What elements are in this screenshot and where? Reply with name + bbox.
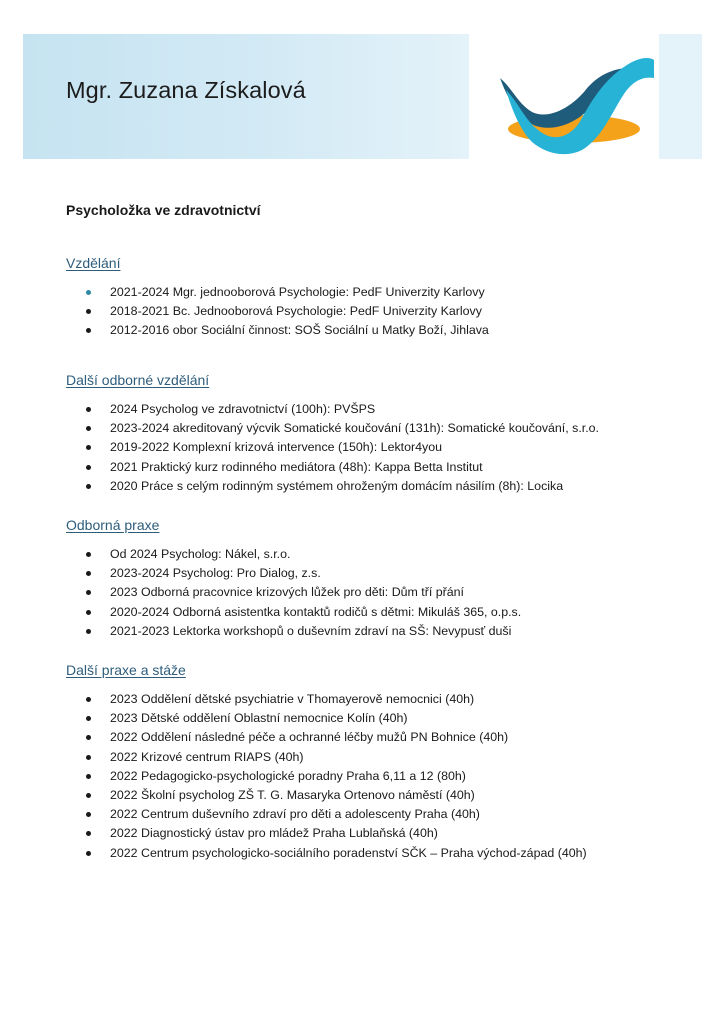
bullet-icon <box>86 793 91 798</box>
bullet-icon <box>86 426 91 431</box>
list-item: 2022 Školní psycholog ZŠ T. G. Masaryka Ortenovo náměstí (40h) <box>66 786 706 805</box>
section-heading: Další praxe a stáže <box>66 662 186 678</box>
list-item: 2012-2016 obor Sociální činnost: SOŠ Sociální u Matky Boží, Jihlava <box>66 321 706 340</box>
section-heading: Další odborné vzdělání <box>66 372 210 388</box>
section-further-education <box>66 372 706 496</box>
list-item: 2023 Dětské oddělení Oblastní nemocnice Kolín (40h) <box>66 709 706 728</box>
list-item: 2021-2023 Lektorka workshopů o duševním zdraví na SŠ: Nevypusť duši <box>66 622 706 641</box>
bullet-icon <box>86 290 91 295</box>
education-list <box>66 283 706 341</box>
list-item: Od 2024 Psycholog: Nákel, s.r.o. <box>66 545 706 564</box>
list-item: 2022 Oddělení následné péče a ochranné léčby mužů PN Bohnice (40h) <box>66 728 706 747</box>
list-item: 2023-2024 akreditovaný výcvik Somatické koučování (131h): Somatické koučování, s.r.o. <box>66 419 706 438</box>
list-item: 2021 Praktický kurz rodinného mediátora (48h): Kappa Betta Institut <box>66 458 706 477</box>
bullet-icon <box>86 831 91 836</box>
section-heading: Vzdělání <box>66 255 121 271</box>
list-item: 2023 Odborná pracovnice krizových lůžek pro děti: Dům tří přání <box>66 583 706 602</box>
bullet-icon <box>86 735 91 740</box>
list-item: 2023 Oddělení dětské psychiatrie v Thomayerově nemocnici (40h) <box>66 690 706 709</box>
list-item: 2022 Centrum duševního zdraví pro děti a adolescenty Praha (40h) <box>66 805 706 824</box>
bullet-icon <box>86 328 91 333</box>
bullet-icon <box>86 610 91 615</box>
list-item: 2023-2024 Psycholog: Pro Dialog, z.s. <box>66 564 706 583</box>
list-item: 2022 Krizové centrum RIAPS (40h) <box>66 748 706 767</box>
section-other-practice <box>66 662 706 863</box>
job-title: Psycholožka ve zdravotnictví <box>66 202 261 218</box>
list-item: 2019-2022 Komplexní krizová intervence (150h): Lektor4you <box>66 438 706 457</box>
bullet-icon <box>86 851 91 856</box>
further-education-list <box>66 400 706 496</box>
list-item: 2020-2024 Odborná asistentka kontaktů rodičů s dětmi: Mikuláš 365, o.p.s. <box>66 603 706 622</box>
bullet-icon <box>86 812 91 817</box>
bullet-icon <box>86 571 91 576</box>
bullet-icon <box>86 716 91 721</box>
list-item: 2022 Pedagogicko-psychologické poradny Praha 6,11 a 12 (80h) <box>66 767 706 786</box>
list-item: 2020 Práce s celým rodinným systémem ohroženým domácím násilím (8h): Locika <box>66 477 706 496</box>
bullet-icon <box>86 309 91 314</box>
bullet-icon <box>86 465 91 470</box>
bullet-icon <box>86 774 91 779</box>
bullet-icon <box>86 590 91 595</box>
section-education <box>66 255 706 341</box>
other-practice-list <box>66 690 706 863</box>
person-name: Mgr. Zuzana Získalová <box>66 77 306 103</box>
professional-practice-list <box>66 545 706 641</box>
bullet-icon <box>86 484 91 489</box>
bullet-icon <box>86 629 91 634</box>
bullet-icon <box>86 407 91 412</box>
bullet-icon <box>86 552 91 557</box>
section-professional-practice <box>66 517 706 641</box>
list-item: 2018-2021 Bc. Jednooborová Psychologie: PedF Univerzity Karlovy <box>66 302 706 321</box>
header-band-edge <box>659 34 702 159</box>
list-item: 2024 Psycholog ve zdravotnictví (100h): PVŠPS <box>66 400 706 419</box>
wave-logo-icon <box>474 38 654 156</box>
bullet-icon <box>86 755 91 760</box>
list-item: 2021-2024 Mgr. jednooborová Psychologie: PedF Univerzity Karlovy <box>66 283 706 302</box>
bullet-icon <box>86 697 91 702</box>
list-item: 2022 Centrum psychologicko-sociálního poradenství SČK – Praha východ-západ (40h) <box>66 844 706 863</box>
section-heading: Odborná praxe <box>66 517 160 533</box>
bullet-icon <box>86 445 91 450</box>
list-item: 2022 Diagnostický ústav pro mládež Praha Lublaňská (40h) <box>66 824 706 843</box>
